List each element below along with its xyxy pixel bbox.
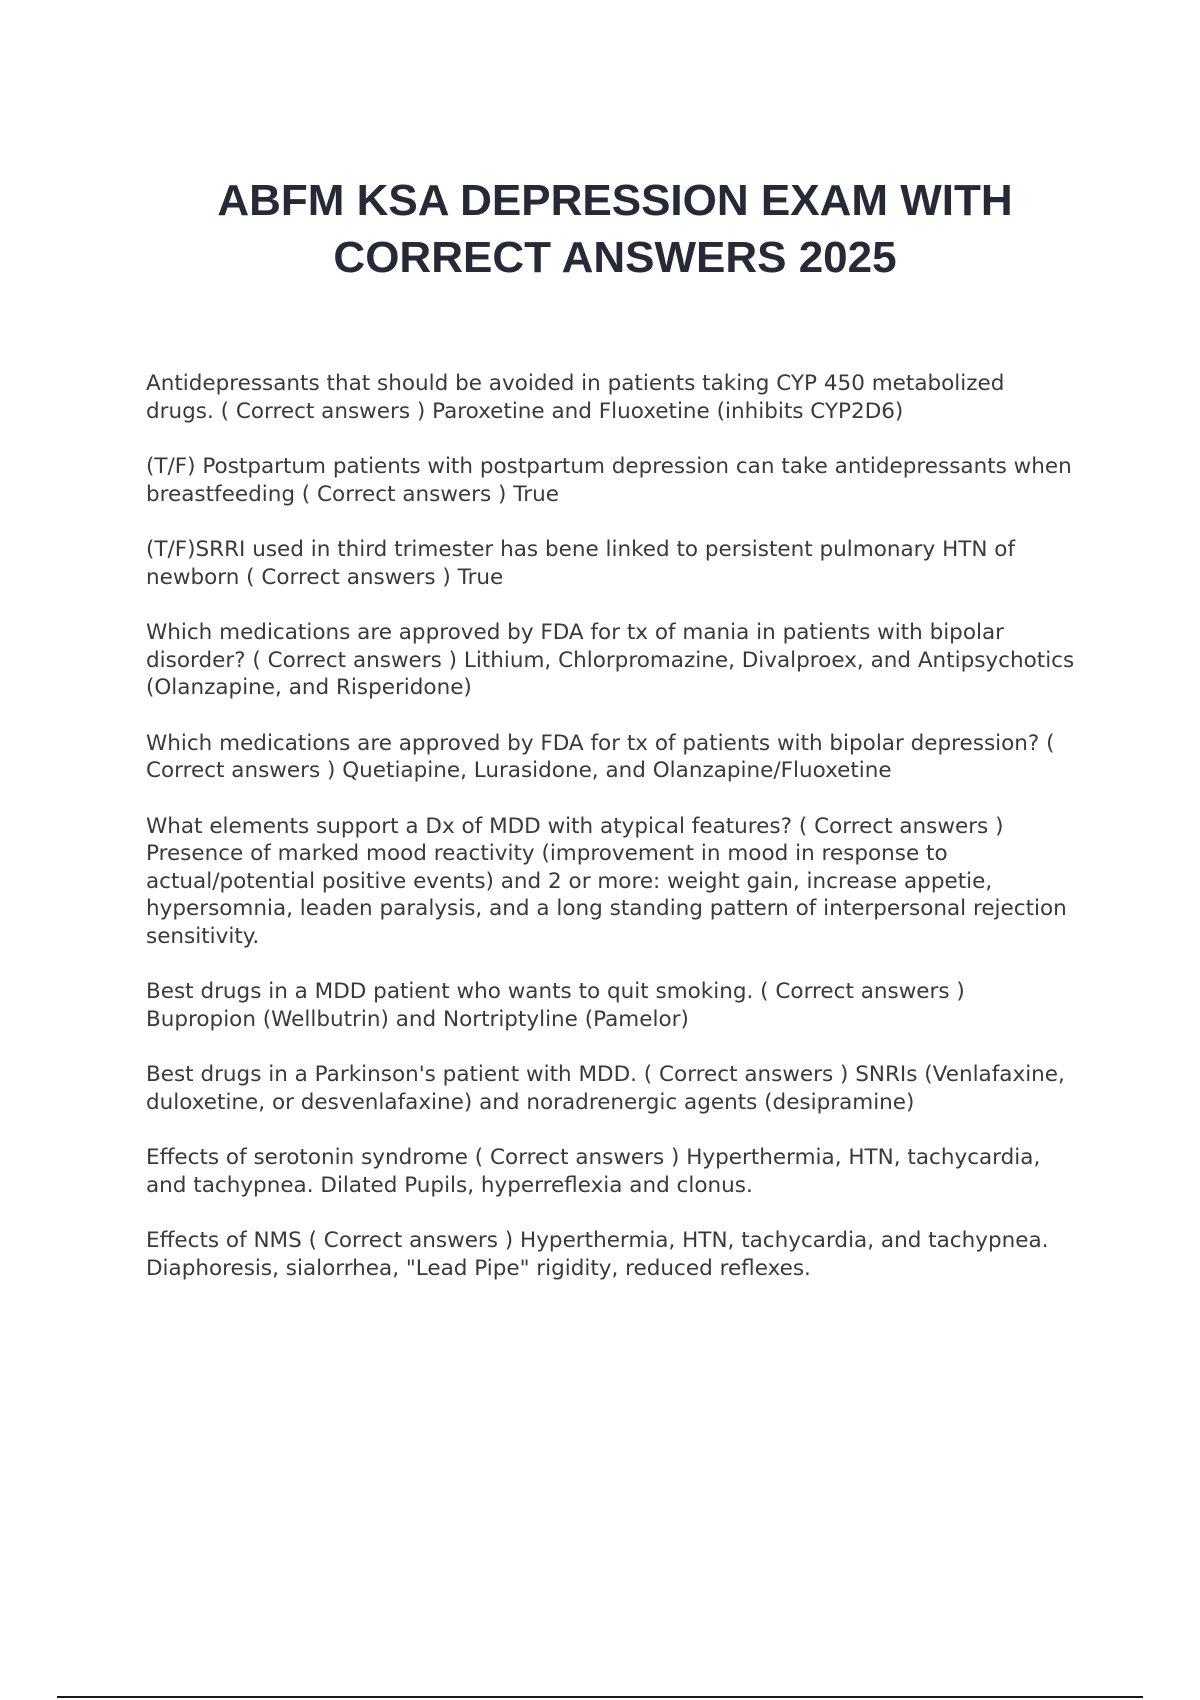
qa-answer-marker: ( Correct answers ) [636, 1062, 856, 1087]
qa-answer: True [513, 481, 559, 507]
page-bottom-rule [57, 1696, 1143, 1698]
qa-answer-marker: ( Correct answers ) [213, 398, 433, 424]
title-line-1: ABFM KSA DEPRESSION EXAM WITH [217, 176, 1013, 225]
qa-answer-marker: ( Correct answers ) [467, 1145, 687, 1170]
qa-answer: True [457, 564, 504, 590]
qa-question: (T/F)SRRI used in third trimester has bene linked to persistent pulmonary HTN of newborn [146, 537, 1016, 590]
qa-answer: Bupropion (Wellbutrin) and Nortriptyline (Pamelor) [146, 1006, 689, 1032]
qa-item [146, 1144, 1076, 1199]
qa-question: Effects of NMS [146, 1228, 302, 1253]
qa-answer: Lithium, Chlorpromazine, Divalproex, and Antipsychotics (Olanzapine, and Risperidone) [146, 647, 1075, 700]
qa-question: Effects of serotonin syndrome [146, 1145, 468, 1170]
qa-question: Best drugs in a MDD patient who wants to quit smoking. [146, 979, 754, 1004]
qa-question: Which medications are approved by FDA for tx of patients with bipolar depression? [146, 730, 1040, 756]
qa-answer: Paroxetine and Fluoxetine (inhibits CYP2D6) [432, 398, 904, 424]
qa-answer: SNRIs (Venlafaxine, duloxetine, or desvenlafaxine) and noradrenergic agents (desipramine) [146, 1062, 1065, 1115]
qa-answer: Hyperthermia, HTN, tachycardia, and tachypnea. Diaphoresis, sialorrhea, "Lead Pipe" rigidity, reduced reflexes. [146, 1228, 1049, 1281]
qa-item [146, 453, 1076, 508]
qa-item [146, 536, 1076, 591]
qa-item [146, 978, 1076, 1033]
qa-item [146, 730, 1076, 785]
qa-answer: Presence of marked mood reactivity (improvement in mood in response to actual/potential positive events) and 2 or more: weight gain, increase appetie, hypersomnia, leaden paralysis, and a long standing pattern of interpersonal rejection sensitivity. [146, 841, 1067, 949]
document-title [120, 172, 1110, 286]
qa-answer-marker: ( Correct answers ) [792, 813, 1004, 839]
qa-item [146, 1227, 1076, 1282]
qa-list [146, 370, 1076, 1310]
qa-answer-marker: ( Correct answers ) [239, 564, 458, 590]
qa-answer-marker: ( Correct answers ) [146, 730, 1055, 783]
qa-answer-marker: ( Correct answers ) [753, 979, 965, 1004]
qa-answer-marker: ( Correct answers ) [245, 647, 464, 673]
qa-answer-marker: ( Correct answers ) [294, 481, 514, 507]
qa-item [146, 1061, 1076, 1116]
qa-item [146, 813, 1076, 951]
qa-answer-marker: ( Correct answers ) [301, 1228, 521, 1253]
qa-item [146, 619, 1076, 702]
qa-question: Antidepressants that should be avoided in patients taking CYP 450 metabolized drugs. [146, 371, 1005, 424]
qa-answer: Hyperthermia, HTN, tachycardia, and tachypnea. Dilated Pupils, hyperreflexia and clonus. [146, 1145, 1041, 1198]
qa-question: Which medications are approved by FDA for tx of mania in patients with bipolar disorder? [146, 620, 1004, 673]
qa-answer: Quetiapine, Lurasidone, and Olanzapine/Fluoxetine [342, 758, 892, 783]
title-line-2: CORRECT ANSWERS 2025 [333, 233, 897, 282]
qa-question: What elements support a Dx of MDD with atypical features? [146, 813, 793, 839]
qa-question: Best drugs in a Parkinson's patient with MDD. [146, 1062, 637, 1087]
qa-question: (T/F) Postpartum patients with postpartum depression can take antidepressants when breastfeeding [146, 454, 1072, 507]
qa-item [146, 370, 1076, 425]
